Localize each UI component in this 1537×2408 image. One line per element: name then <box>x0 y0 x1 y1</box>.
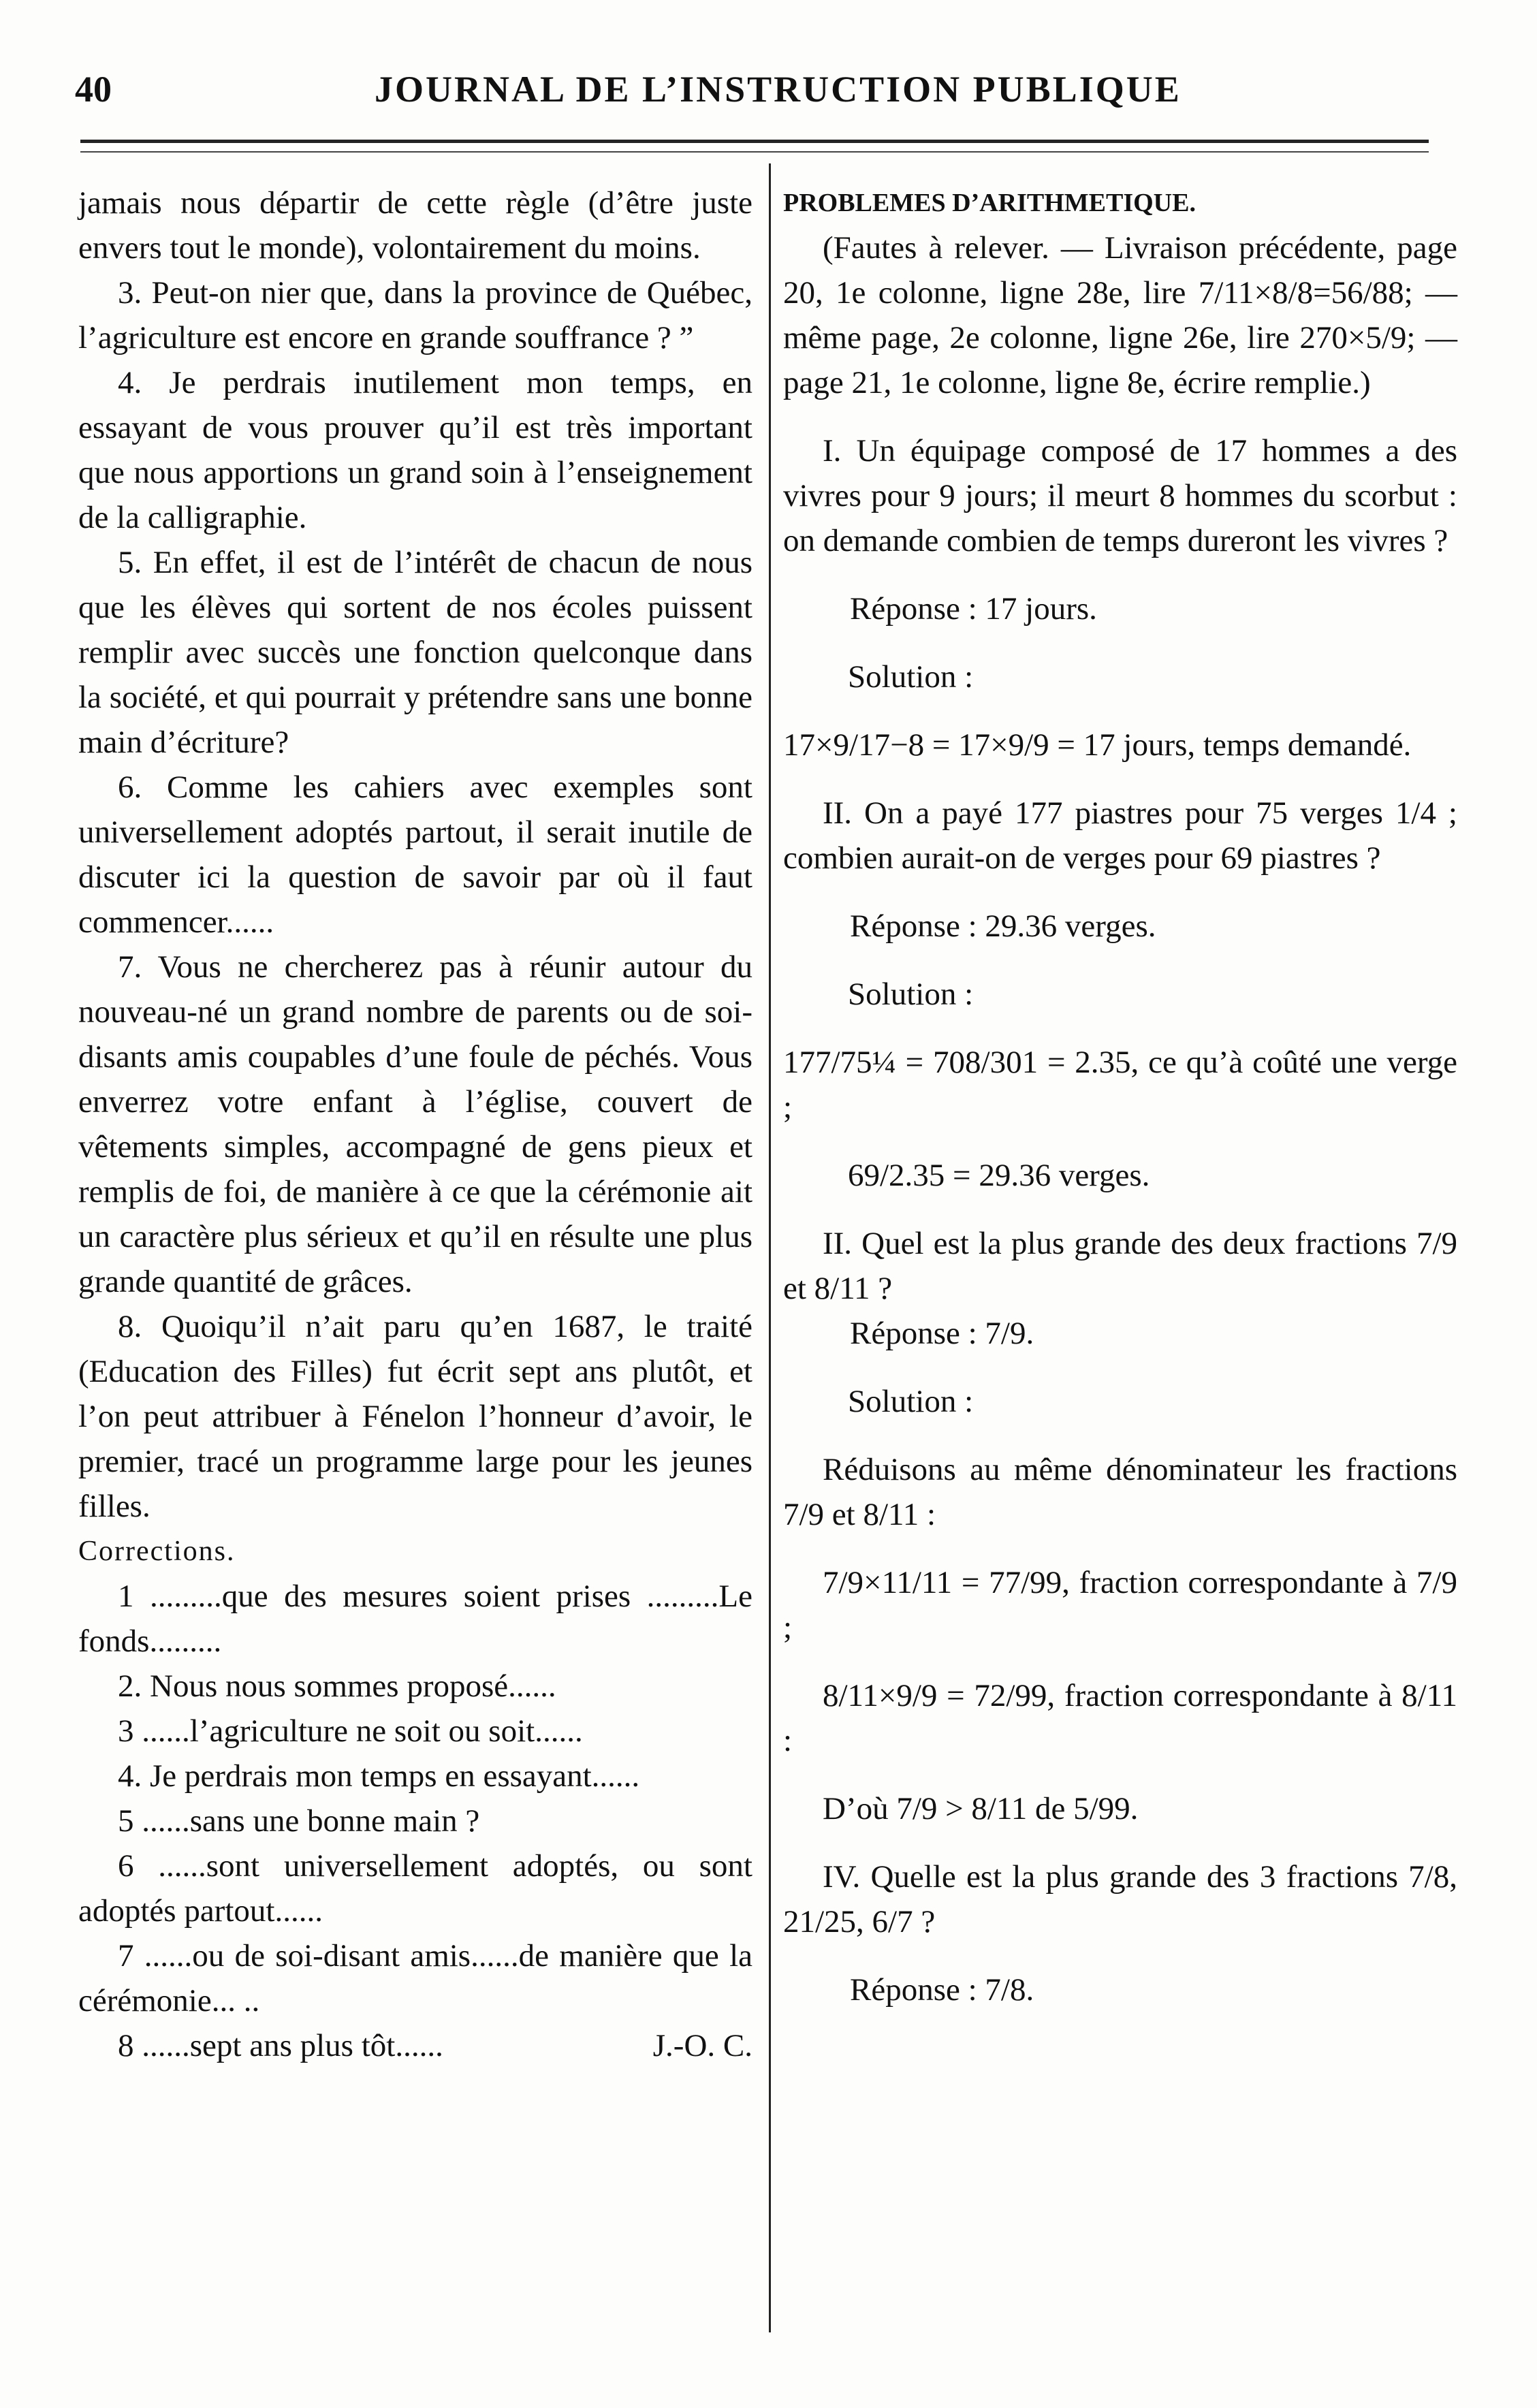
solution-2a: 177/75¼ = 708/301 = 2.35, ce qu’à coûté une verge ; <box>783 1045 1457 1125</box>
journal-title: JOURNAL DE L’INSTRUCTION PUBLIQUE <box>375 69 1182 110</box>
correction-7: 7 ......ou de soi-disant amis......de manière que la cérémonie... .. <box>78 1938 752 2018</box>
errata-note: (Fautes à relever. — Livraison précédente, page 20, 1e colonne, ligne 28e, lire 7/11×8/8=56/88; — même page, 2e colonne, ligne 26e, lire 270×5/9; — page 21, 1e colonne, ligne 8e, écrire remplie.) <box>783 230 1457 400</box>
problem-1: I. Un équipage composé de 17 hommes a des vivres pour 9 jours; il meurt 8 hommes du scorbut : on demande combien de temps dureront les vivres ? <box>783 433 1457 558</box>
solution-2b: 69/2.35 = 29.36 verges. <box>848 1158 1150 1193</box>
header-rule <box>80 140 1429 143</box>
correction-1: 1 .........que des mesures soient prises .........Le fonds......... <box>78 1579 752 1659</box>
solution-label-3: Solution : <box>848 1384 974 1419</box>
section-title: PROBLEMES D’ARITHMETIQUE. <box>783 189 1196 217</box>
paragraph-8: 8. Quoiqu’il n’ait paru qu’en 1687, le traité (Education des Filles) fut écrit sept ans plutôt, et l’on peut attribuer à Fénelon l’honneur d’avoir, le premier, tracé un programme large pour les jeunes filles. <box>78 1309 752 1524</box>
correction-3: 3 ......l’agriculture ne soit ou soit...... <box>118 1713 583 1749</box>
page-header <box>0 68 1537 123</box>
column-divider <box>769 163 771 2332</box>
right-column <box>783 180 1457 2012</box>
problem-3: II. Quel est la plus grande des deux fractions 7/9 et 8/11 ? <box>783 1226 1457 1306</box>
correction-2: 2. Nous nous sommes proposé...... <box>118 1668 556 1704</box>
header-rule-thin <box>80 151 1429 153</box>
correction-4: 4. Je perdrais mon temps en essayant...... <box>118 1758 640 1794</box>
page-number: 40 <box>75 69 112 110</box>
problem-2: II. On a payé 177 piastres pour 75 verges 1/4 ; combien aurait-on de verges pour 69 piastres ? <box>783 795 1457 876</box>
answer-1: Réponse : 17 jours. <box>850 591 1097 627</box>
solution-3d: D’où 7/9 > 8/11 de 5/99. <box>823 1791 1139 1826</box>
answer-3: Réponse : 7/9. <box>850 1316 1034 1351</box>
answer-2: Réponse : 29.36 verges. <box>850 908 1156 944</box>
signature: J.-O. C. <box>652 2028 752 2063</box>
paragraph-7: 7. Vous ne chercherez pas à réunir autour du nouveau-né un grand nombre de parents ou de soi-disants amis coupables d’une foule de péchés. Vous enverrez votre enfant à l’église, couvert de vêtements simples, accompagné de gens pieux et remplis de foi, de manière à ce que la cérémonie ait un caractère plus sérieux et qu’il en résulte une plus grande quantité de grâces. <box>78 949 752 1299</box>
correction-8-text: 8 ......sept ans plus tôt...... <box>118 2028 443 2063</box>
problem-4: IV. Quelle est la plus grande des 3 fractions 7/8, 21/25, 6/7 ? <box>783 1859 1457 1939</box>
corrections-heading: Corrections. <box>78 1536 236 1567</box>
paragraph-continued: jamais nous départir de cette règle (d’être juste envers tout le monde), volontairement du moins. <box>78 185 752 266</box>
solution-label-2: Solution : <box>848 977 974 1012</box>
paragraph-5: 5. En effet, il est de l’intérêt de chacun de nous que les élèves qui sortent de nos écoles puissent remplir avec succès une fonction quelconque dans la société, et qui pourrait y prétendre sans une bonne main d’écriture? <box>78 545 752 760</box>
paragraph-4: 4. Je perdrais inutilement mon temps, en essayant de vous prouver qu’il est très important que nous apportions un grand soin à l’enseignement de la calligraphie. <box>78 365 752 535</box>
solution-3a: Réduisons au même dénominateur les fractions 7/9 et 8/11 : <box>783 1452 1457 1532</box>
left-column <box>78 180 752 2068</box>
solution-label-1: Solution : <box>848 659 974 695</box>
solution-1: 17×9/17−8 = 17×9/9 = 17 jours, temps demandé. <box>783 727 1412 763</box>
paragraph-6: 6. Comme les cahiers avec exemples sont universellement adoptés partout, il serait inutile de discuter ici la question de savoir par où il faut commencer...... <box>78 770 752 940</box>
answer-4: Réponse : 7/8. <box>850 1972 1034 2008</box>
paragraph-3: 3. Peut-on nier que, dans la province de Québec, l’agriculture est encore en grande souffrance ? ” <box>78 275 752 355</box>
correction-6: 6 ......sont universellement adoptés, ou sont adoptés partout...... <box>78 1848 752 1929</box>
correction-8 <box>78 2023 752 2068</box>
solution-3c: 8/11×9/9 = 72/99, fraction correspondante à 8/11 : <box>783 1678 1457 1758</box>
correction-5: 5 ......sans une bonne main ? <box>118 1803 480 1839</box>
solution-3b: 7/9×11/11 = 77/99, fraction correspondante à 7/9 ; <box>783 1565 1457 1645</box>
